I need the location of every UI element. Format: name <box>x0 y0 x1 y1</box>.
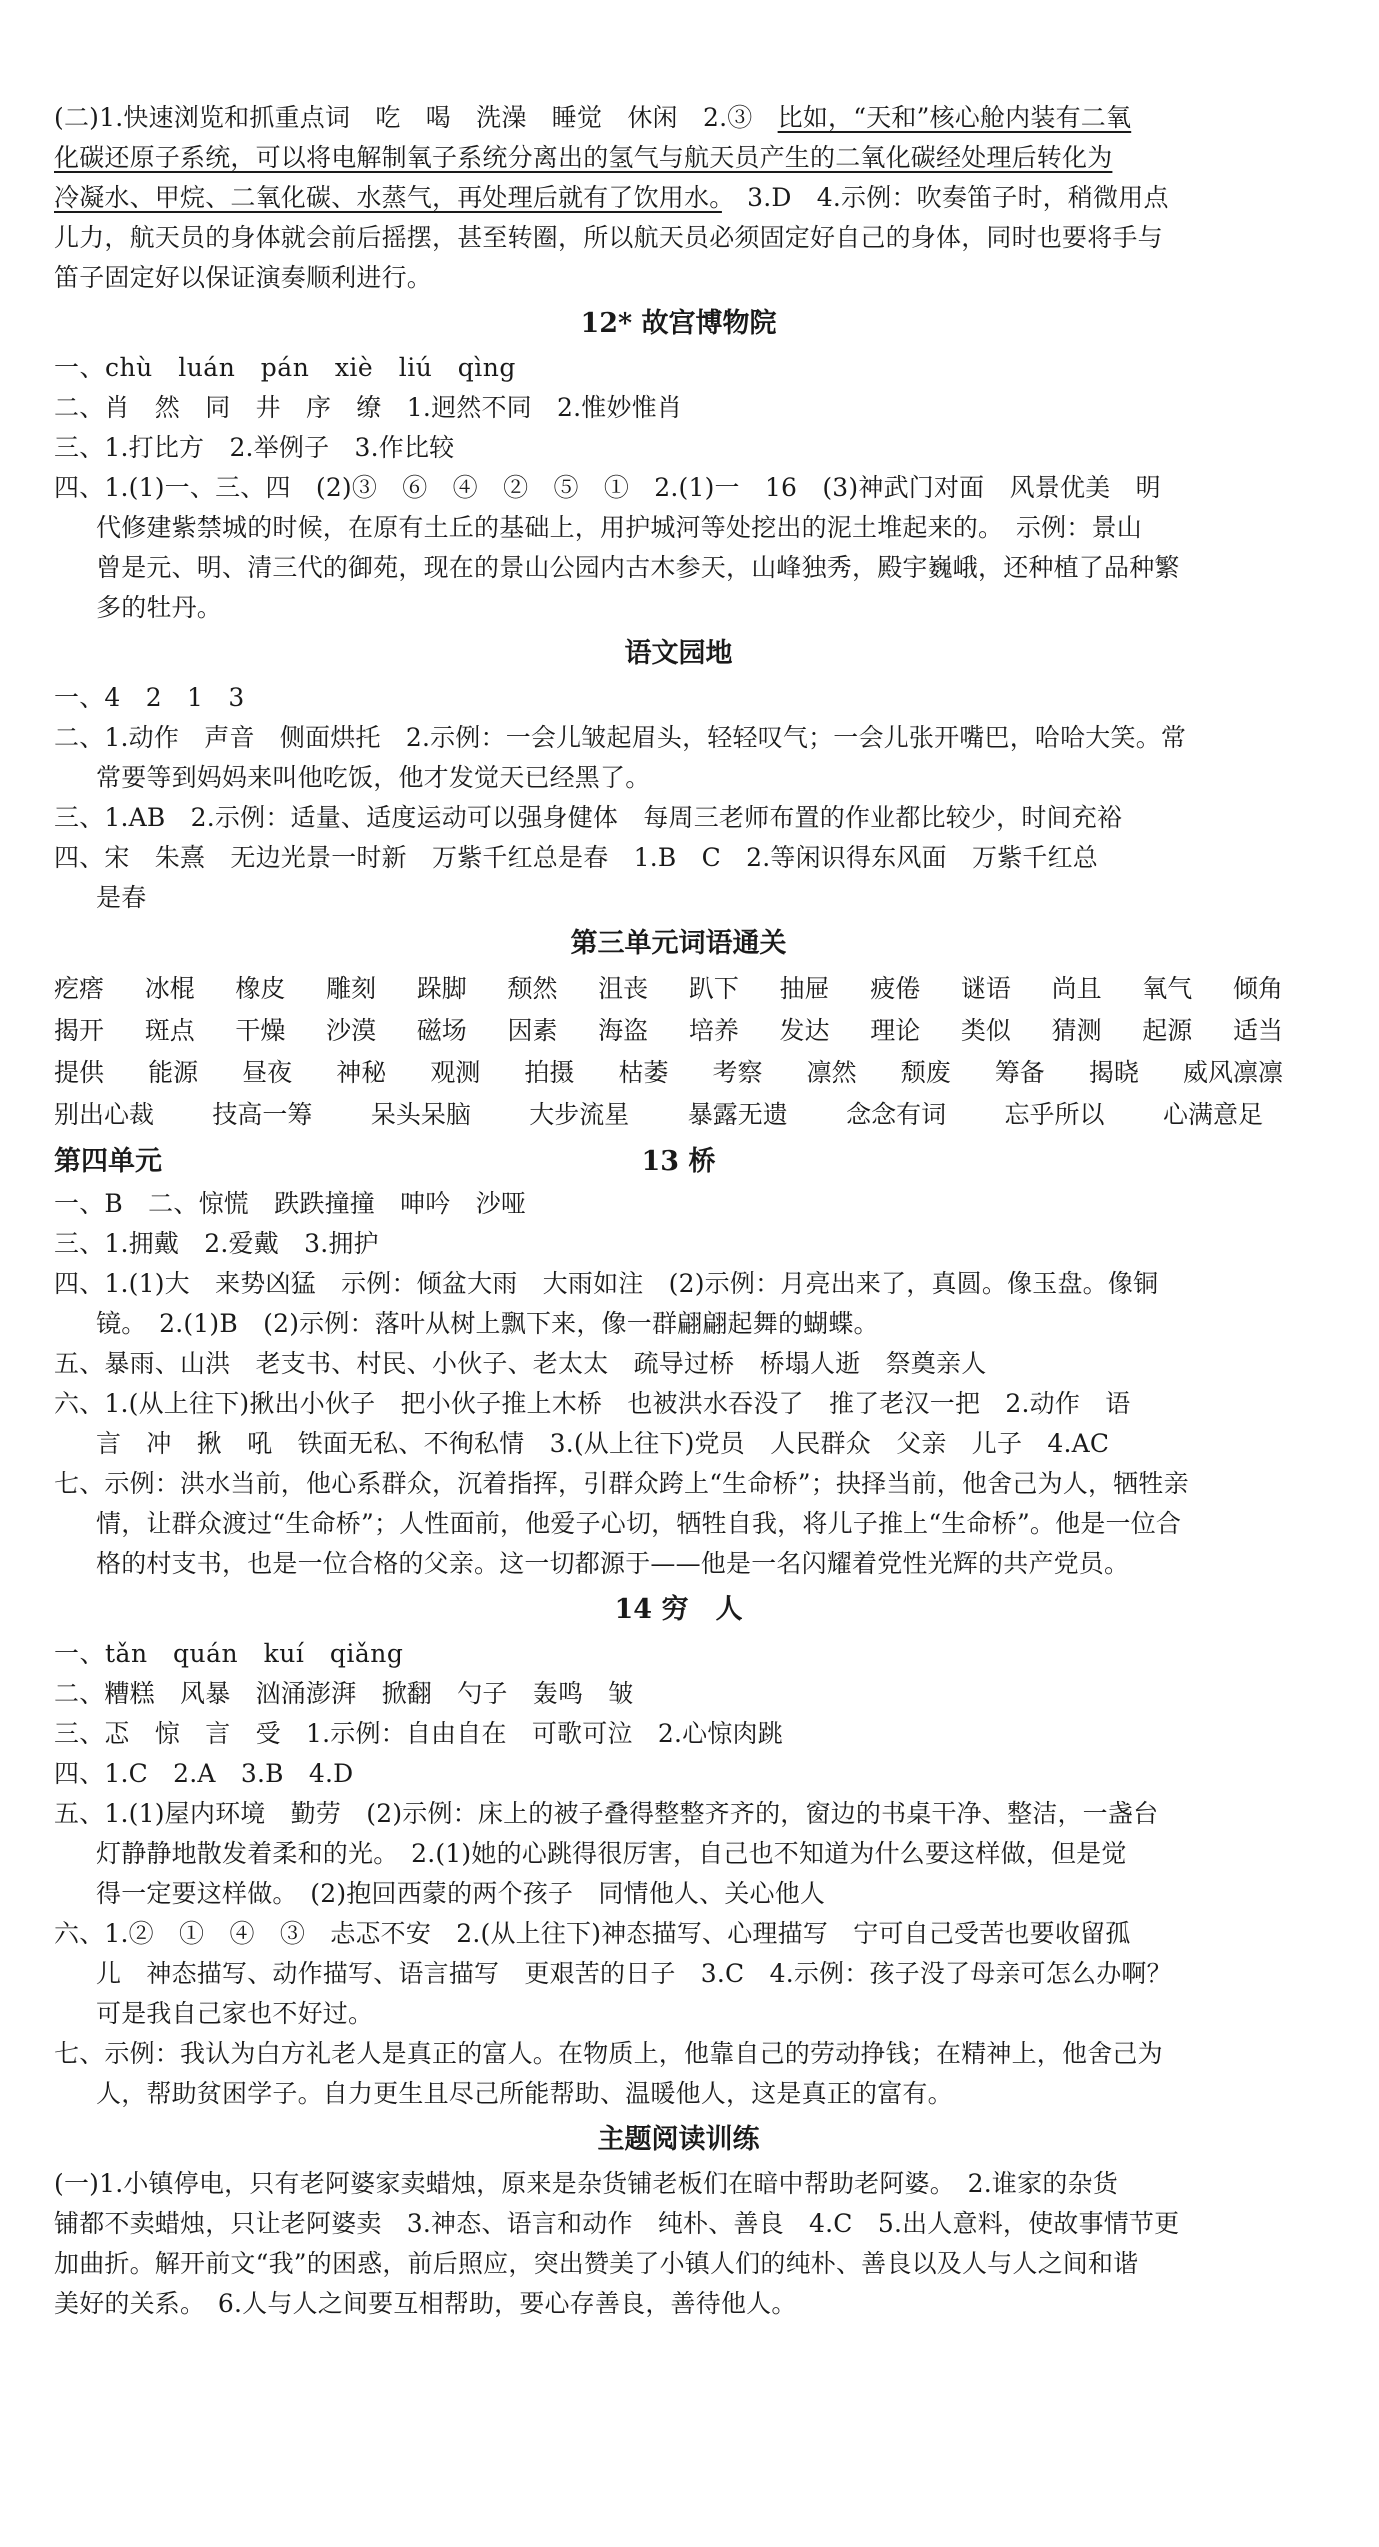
vocab-word: 因素 <box>507 1016 558 1045</box>
vocab-word: 橡皮 <box>235 974 286 1003</box>
vocab-word: 谜语 <box>960 974 1011 1003</box>
vocab-word: 起源 <box>1142 1016 1193 1045</box>
answer-line: 多的牡丹。 <box>96 593 223 622</box>
vocab-word: 考察 <box>712 1058 763 1087</box>
answer-line: 可是我自己家也不好过。 <box>96 1999 374 2028</box>
vocab-word: 氧气 <box>1142 974 1193 1003</box>
vocab-word: 跺脚 <box>416 974 467 1003</box>
answer-line: 二、1.动作 声音 侧面烘托 2.示例：一会儿皱起眉头，轻轻叹气；一会儿张开嘴巴，哈哈大笑。常 <box>54 723 1187 752</box>
vocab-word: 沙漠 <box>326 1016 377 1045</box>
vocab-word: 筹备 <box>994 1058 1045 1087</box>
answer-line <box>54 178 1303 218</box>
vocab-word: 枯萎 <box>618 1058 669 1087</box>
vocab-word: 技高一筹 <box>212 1100 313 1129</box>
answer-line: 四、1.C 2.A 3.B 4.D <box>54 1759 354 1788</box>
lesson-14-title: 14 穷 人 <box>614 1594 743 1625</box>
answer-line: 代修建紫禁城的时候，在原有土丘的基础上，用护城河等处挖出的泥土堆起来的。 示例：景山 <box>96 513 1142 542</box>
answer-line: 四、1.(1)一、三、四 (2)③ ⑥ ④ ② ⑤ ① 2.(1)一 16 (3)神武门对面 风景优美 明 <box>54 473 1161 502</box>
answer-line: 儿力，航天员的身体就会前后摇摆，甚至转圈，所以航天员必须固定好自己的身体，同时也要将手与 <box>54 223 1163 252</box>
vocab-word: 猜测 <box>1051 1016 1102 1045</box>
answer-line: 三、1.AB 2.示例：适量、适度运动可以强身健体 每周三老师布置的作业都比较少，时间充裕 <box>54 803 1123 832</box>
answer-line: 二、肖 然 同 井 序 缭 1.迥然不同 2.惟妙惟肖 <box>54 393 683 422</box>
answer-line: 六、1.(从上往下)揪出小伙子 把小伙子推上木桥 也被洪水吞没了 推了老汉一把 2.动作 语 <box>54 1389 1131 1418</box>
vocab-word: 凛然 <box>806 1058 857 1087</box>
answer-line: 言 冲 揪 吼 铁面无私、不徇私情 3.(从上往下)党员 人民群众 父亲 儿子 4.AC <box>96 1429 1110 1458</box>
answer-line: 三、1.打比方 2.举例子 3.作比较 <box>54 433 455 462</box>
vocab-word: 抽屉 <box>779 974 830 1003</box>
underlined-answer: 比如，“天和”核心舱内装有二氧 <box>777 103 1132 132</box>
vocab-word: 大步流星 <box>529 1100 630 1129</box>
answer-line: 七、示例：我认为白方礼老人是真正的富人。在物质上，他靠自己的劳动挣钱；在精神上，他舍己为 <box>54 2039 1163 2068</box>
vocab-word: 疲倦 <box>870 974 921 1003</box>
vocab-word: 理论 <box>870 1016 921 1045</box>
answer-line: 是春 <box>96 883 147 912</box>
answer-line: 人，帮助贫困学子。自力更生且尽己所能帮助、温暖他人，这是真正的富有。 <box>96 2079 953 2108</box>
underlined-answer: 冷凝水、甲烷、二氧化碳、水蒸气，再处理后就有了饮用水。 <box>54 183 722 212</box>
vocab-word: 磁场 <box>416 1016 467 1045</box>
answer-line: 格的村支书，也是一位合格的父亲。这一切都源于——他是一名闪耀着党性光辉的共产党员。 <box>96 1549 1130 1578</box>
vocab-word: 呆头呆脑 <box>370 1100 471 1129</box>
vocab-word: 能源 <box>148 1058 199 1087</box>
unit-4-label: 第四单元 <box>54 1146 162 1177</box>
answer-line <box>54 138 1303 178</box>
vocab-word: 类似 <box>960 1016 1011 1045</box>
answer-line: 三、1.拥戴 2.爱戴 3.拥护 <box>54 1229 379 1258</box>
vocab-word: 培养 <box>688 1016 739 1045</box>
vocab-word: 提供 <box>54 1058 105 1087</box>
vocab-word: 颓然 <box>507 974 558 1003</box>
answer-line: 一、chù luán pán xiè liú qìng <box>54 353 516 382</box>
answer-text: (二)1.快速浏览和抓重点词 吃 喝 洗澡 睡觉 休闲 2.③ <box>54 103 778 132</box>
vocab-word: 趴下 <box>688 974 739 1003</box>
vocab-row <box>54 1010 1303 1052</box>
answer-line: 灯静静地散发着柔和的光。 2.(1)她的心跳得很厉害，自己也不知道为什么要这样做，但是觉 <box>96 1839 1127 1868</box>
yuwen-yuandi-title: 语文园地 <box>624 638 733 669</box>
vocab-word: 雕刻 <box>326 974 377 1003</box>
answer-line: 儿 神态描写、动作描写、语言描写 更艰苦的日子 3.C 4.示例：孩子没了母亲可怎么办啊？ <box>96 1959 1172 1988</box>
vocab-word: 冰棍 <box>144 974 195 1003</box>
answer-line: 四、1.(1)大 来势凶猛 示例：倾盆大雨 大雨如注 (2)示例：月亮出来了，真圆。像玉盘。像铜 <box>54 1269 1159 1298</box>
vocab-word: 尚且 <box>1051 974 1102 1003</box>
answer-line <box>54 98 1303 138</box>
answer-line: 一、B 二、惊慌 跌跌撞撞 呻吟 沙哑 <box>54 1189 527 1218</box>
vocab-row <box>54 968 1303 1010</box>
vocab-row <box>54 1094 1303 1136</box>
answer-line: 一、tǎn quán kuí qiǎng <box>54 1639 404 1668</box>
answer-line: 三、忑 惊 言 受 1.示例：自由自在 可歌可泣 2.心惊肉跳 <box>54 1719 783 1748</box>
answer-line: 五、暴雨、山洪 老支书、村民、小伙子、老太太 疏导过桥 桥塌人逝 祭奠亲人 <box>54 1349 987 1378</box>
vocab-word: 暴露无遗 <box>687 1100 788 1129</box>
vocab-word: 念念有词 <box>846 1100 947 1129</box>
vocab-word: 海盗 <box>598 1016 649 1045</box>
answer-line: 得一定要这样做。 (2)抱回西蒙的两个孩子 同情他人、关心他人 <box>96 1879 826 1908</box>
vocab-word: 颓废 <box>900 1058 951 1087</box>
vocab-row <box>54 1052 1303 1094</box>
answer-line: 五、1.(1)屋内环境 勤劳 (2)示例：床上的被子叠得整整齐齐的，窗边的书桌干净、整洁，一盏台 <box>54 1799 1159 1828</box>
vocab-word: 揭晓 <box>1088 1058 1139 1087</box>
answer-line: 二、糟糕 风暴 汹涌澎湃 掀翻 勺子 轰鸣 皱 <box>54 1679 634 1708</box>
vocab-word: 观测 <box>430 1058 481 1087</box>
vocab-word: 倾角 <box>1232 974 1283 1003</box>
answer-line: 铺都不卖蜡烛，只让老阿婆卖 3.神态、语言和动作 纯朴、善良 4.C 5.出人意料，使故事情节更 <box>54 2209 1180 2238</box>
vocab-word: 适当 <box>1232 1016 1283 1045</box>
vocab-word: 疙瘩 <box>54 974 105 1003</box>
answer-line: 镜。 2.(1)B (2)示例：落叶从树上飘下来，像一群翩翩起舞的蝴蝶。 <box>96 1309 879 1338</box>
vocab-word: 神秘 <box>336 1058 387 1087</box>
lesson-12-title: 12* 故宫博物院 <box>580 308 777 339</box>
answer-text: 3.D 4.示例：吹奏笛子时，稍微用点 <box>721 183 1169 212</box>
answer-line: 美好的关系。 6.人与人之间要互相帮助，要心存善良，善待他人。 <box>54 2289 797 2318</box>
vocab-word: 别出心裁 <box>54 1100 155 1129</box>
vocab-word: 拍摄 <box>524 1058 575 1087</box>
unit-4-header <box>54 1140 1303 1184</box>
vocab-word: 心满意足 <box>1162 1100 1263 1129</box>
vocab-word: 发达 <box>779 1016 830 1045</box>
lesson-13-title: 13 桥 <box>641 1146 716 1177</box>
theme-reading-title: 主题阅读训练 <box>597 2124 760 2155</box>
vocab-word: 斑点 <box>144 1016 195 1045</box>
answer-line: 七、示例：洪水当前，他心系群众，沉着指挥，引群众跨上“生命桥”；抉择当前，他舍己为人，牺牲亲 <box>54 1469 1189 1498</box>
answer-line: 笛子固定好以保证演奏顺利进行。 <box>54 263 433 292</box>
answer-line: 常要等到妈妈来叫他吃饭，他才发觉天已经黑了。 <box>96 763 651 792</box>
answer-line: (一)1.小镇停电，只有老阿婆家卖蜡烛，原来是杂货铺老板们在暗中帮助老阿婆。 2.谁家的杂货 <box>54 2169 1118 2198</box>
vocab-word: 揭开 <box>54 1016 105 1045</box>
answer-line: 情，让群众渡过“生命桥”；人性面前，他爱子心切，牺牲自我，将儿子推上“生命桥”。他是一位合 <box>96 1509 1182 1538</box>
vocab-word: 干燥 <box>235 1016 286 1045</box>
answer-line: 曾是元、明、清三代的御苑，现在的景山公园内古木参天，山峰独秀，殿宇巍峨，还种植了品种繁 <box>96 553 1180 582</box>
vocab-title: 第三单元词语通关 <box>570 928 787 959</box>
answer-line: 六、1.② ① ④ ③ 忐忑不安 2.(从上往下)神态描写、心理描写 宁可自己受苦也要收留孤 <box>54 1919 1131 1948</box>
vocab-word: 威风凛凛 <box>1182 1058 1283 1087</box>
answer-line: 一、4 2 1 3 <box>54 683 245 712</box>
vocab-word: 忘乎所以 <box>1004 1100 1105 1129</box>
answer-line: 加曲折。解开前文“我”的困惑，前后照应，突出赞美了小镇人们的纯朴、善良以及人与人之间和谐 <box>54 2249 1139 2278</box>
reading-answer-block-top <box>54 98 1303 298</box>
vocab-word: 昼夜 <box>242 1058 293 1087</box>
underlined-answer: 化碳还原子系统，可以将电解制氧子系统分离出的氢气与航天员产生的二氧化碳经处理后转化为 <box>54 143 1113 172</box>
vocab-word: 沮丧 <box>598 974 649 1003</box>
answer-line: 四、宋 朱熹 无边光景一时新 万紫千红总是春 1.B C 2.等闲识得东风面 万紫千红总 <box>54 843 1099 872</box>
